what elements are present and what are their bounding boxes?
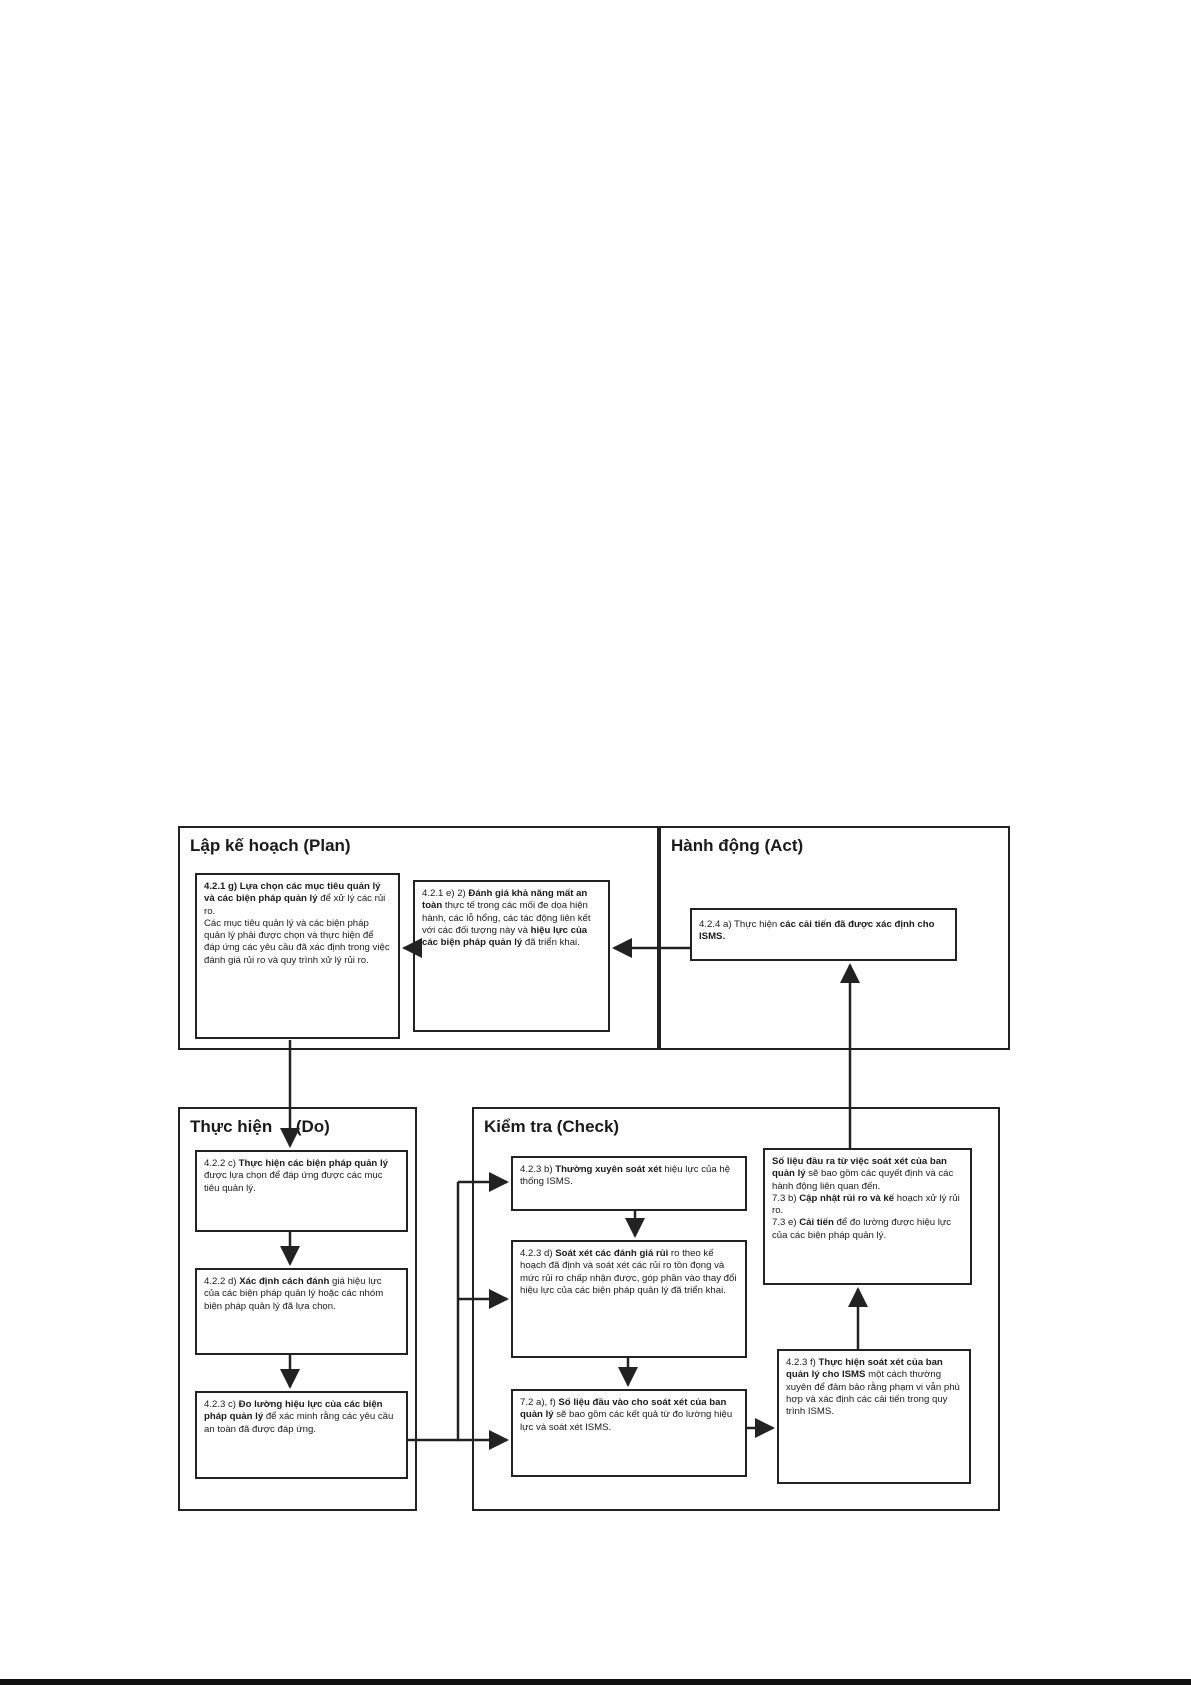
box-423c-text: 4.2.3 c) Đo lường hiệu lực của các biện pháp quản lý để xác minh rằng các yêu cầu an toàn đã được đáp ứng.	[204, 1399, 394, 1435]
box-424a-implement-improvements	[690, 908, 957, 961]
box-423f-management-review	[777, 1349, 971, 1484]
box-423d-text: 4.2.3 d) Soát xét các đánh giá rủi ro theo kế hoạch đã định và soát xét các rủi ro tồn đọng và mức rủi ro chấp nhận được, góp phần vào thay đổi hiệu lực của các biện pháp quản lý đã triển khai.	[520, 1248, 737, 1296]
section-do-title: Thực hiện (Do)	[190, 1117, 330, 1136]
box-422c-implement-controls	[195, 1150, 408, 1232]
section-check-title: Kiểm tra (Check)	[484, 1117, 620, 1136]
box-423d-review-risk-assessments	[511, 1240, 747, 1358]
box-72af-text: 7.2 a), f) Số liệu đầu vào cho soát xét của ban quản lý sẽ bao gồm các kết quả từ đo lường hiệu lực và soát xét ISMS.	[520, 1397, 733, 1433]
box-review-output	[763, 1148, 972, 1285]
box-424a-text: 4.2.4 a) Thực hiện các cải tiến đã được xác định cho ISMS.	[699, 919, 935, 943]
section-plan-title: Lập kế hoạch (Plan)	[190, 836, 351, 855]
box-421e2-text: 4.2.1 e) 2) Đánh giá khả năng mất an toàn thực tế trong các mối đe dọa hiện hành, các lỗ hổng, các tác động liên kết với các đối tượng này và hiệu lực của các biện pháp quản lý đã triển khai.	[422, 888, 591, 949]
bottom-scan-edge	[0, 1679, 1191, 1685]
box-421g-select-controls	[195, 873, 400, 1039]
box-review-output-text2: 7.3 b) Cập nhật rủi ro và kế hoạch xử lý rủi ro.	[772, 1192, 960, 1217]
section-act-title: Hành động (Act)	[671, 836, 804, 855]
box-423b-regular-review	[511, 1156, 747, 1211]
box-421g-extra: Các mục tiêu quản lý và các biện pháp quản lý phải được chọn và thực hiện để đáp ứng các yêu cầu đã xác định trong việc đánh giá rủi ro và quy trình xử lý rủi ro.	[204, 917, 390, 966]
box-422c-text: 4.2.2 c) Thực hiện các biện pháp quản lý được lựa chọn để đáp ứng được các mục tiêu quản lý.	[204, 1158, 388, 1194]
box-review-output-text1: Số liệu đầu ra từ việc soát xét của ban quản lý sẽ bao gồm các quyết định và các hành động liên quan đến.	[772, 1156, 954, 1192]
box-421e2-assess-likelihood	[413, 880, 610, 1032]
box-422d-text: 4.2.2 d) Xác định cách đánh giá hiệu lực của các biện pháp quản lý hoặc các nhóm biện pháp quản lý đã lựa chọn.	[204, 1276, 384, 1312]
box-72af-review-input	[511, 1389, 747, 1477]
box-423c-measure-effectiveness	[195, 1391, 408, 1479]
box-421g-text: 4.2.1 g) Lựa chọn các mục tiêu quản lý và các biện pháp quản lý để xử lý các rủi ro.	[204, 881, 386, 917]
box-423f-text: 4.2.3 f) Thực hiện soát xét của ban quản lý cho ISMS một cách thường xuyên để đảm bảo rằng phạm vi vẫn phù hợp và xác định các cải tiến trong quy trình ISMS.	[786, 1357, 960, 1418]
box-423b-text: 4.2.3 b) Thường xuyên soát xét hiệu lực của hệ thống ISMS.	[520, 1164, 731, 1188]
box-422d-define-measurement	[195, 1268, 408, 1355]
box-review-output-text3: 7.3 e) Cải tiến để đo lường được hiệu lực của các biện pháp quản lý.	[772, 1217, 952, 1241]
